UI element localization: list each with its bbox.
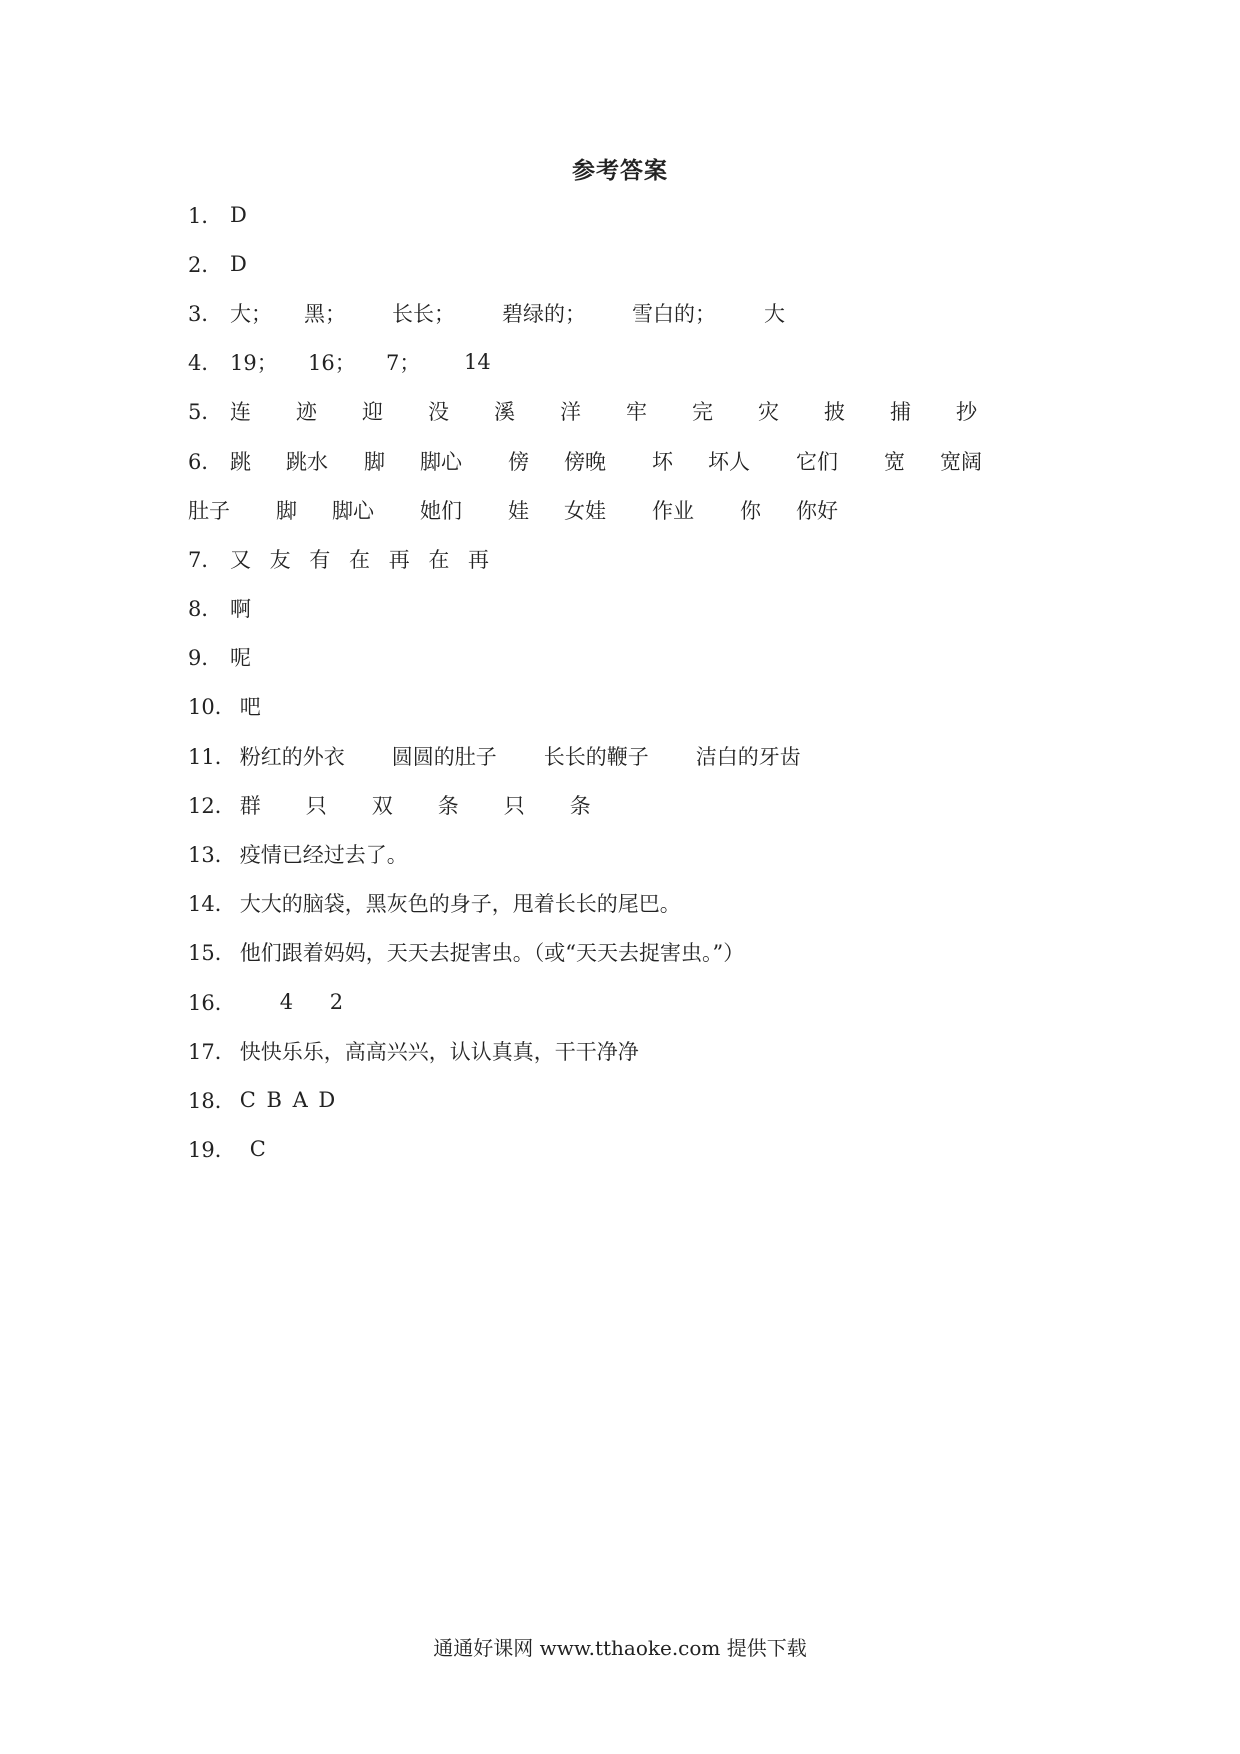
answer-item: 16； [308,351,356,376]
answer-12 [188,780,1088,829]
answer-item: 19； [230,351,278,376]
answer-number: 12． [188,793,236,818]
answer-2 [188,239,1088,288]
answer-item: 洋 [560,400,581,425]
answer-item: 圆圆的肚子 [391,744,497,769]
answer-item: 溪 [494,400,515,425]
answer-number: 2． [188,252,223,277]
answer-item: 迎 [362,400,383,425]
answer-item: 长长的鞭子 [543,744,649,769]
answer-item: 她们 [420,498,462,523]
answer-number: 18． [188,1088,236,1113]
answer-19 [188,1125,1088,1174]
answer-item: 完 [692,400,713,425]
answer-4 [188,338,1088,387]
answer-number: 9． [188,646,223,671]
answer-6 [188,436,1088,485]
answer-item: 群 [239,793,261,818]
answer-item: 大 [764,301,785,326]
answer-item: 捕 [890,400,911,425]
answer-text: 大大的脑袋，黑灰色的身子，甩着长长的尾巴。 [239,892,681,917]
answer-list [188,190,1088,1174]
footer-credit: 通通好课网 www.tthaoke.com 提供下载 [433,1636,807,1660]
answer-13 [188,829,1088,878]
answer-item: 你好 [796,498,838,523]
answer-item: 女娃 [564,498,606,523]
answer-9 [188,633,1088,682]
page-title: 参考答案 [572,157,668,184]
answer-item: 傍晚 [564,449,606,474]
answer-text: D [230,202,247,227]
answer-number: 7． [188,547,223,572]
answer-item: 作业 [652,498,694,523]
answer-number: 1． [188,203,223,228]
answer-item: 跳 [230,449,251,474]
answer-text: D [230,251,247,276]
answer-number: 14． [188,892,236,917]
answer-number: 6． [188,449,223,474]
answer-item: 牢 [626,400,647,425]
answer-5 [188,387,1088,436]
answer-number: 19． [188,1138,236,1163]
answer-item: 只 [503,793,525,818]
answer-number: 4． [188,351,223,376]
answer-text: 又 友 有 在 再 在 再 [230,547,496,572]
answer-item: 灾 [758,400,779,425]
answer-item: 长长； [392,301,455,326]
answer-number: 13． [188,843,236,868]
answer-item: 脚心 [332,498,374,523]
answer-item: 大； [230,301,272,326]
answer-number: 15． [188,941,236,966]
answer-text: 他们跟着妈妈，天天去捉害虫。（或“天天去捉害虫。”） [239,941,745,966]
answer-item: 脚 [364,449,385,474]
answer-item: 肚子 [188,498,230,523]
answer-number: 5． [188,400,223,425]
answer-item: 它们 [796,449,838,474]
answer-number: 11． [188,744,236,769]
answer-14 [188,879,1088,928]
answer-8 [188,584,1088,633]
answer-number: 16． [188,990,236,1015]
answer-item: 脚 [276,498,297,523]
answer-7 [188,534,1088,583]
answer-item: 连 [230,400,251,425]
answer-number: 10． [188,695,236,720]
answer-item: 7； [386,351,421,376]
answer-item: 双 [371,793,393,818]
answer-item: 坏 [652,449,673,474]
answer-text: 吧 [239,695,261,720]
answer-item: 宽阔 [940,449,982,474]
answer-text: 啊 [230,597,251,622]
answer-11 [188,731,1088,780]
answer-item: 没 [428,400,449,425]
answer-item: 脚心 [420,449,462,474]
answer-item: 洁白的牙齿 [695,744,801,769]
answer-17 [188,1026,1088,1075]
answer-text: 呢 [230,646,251,671]
answer-text: C B A D [239,1087,338,1112]
answer-item: 跳水 [286,449,328,474]
answer-1 [188,190,1088,239]
answer-item: 坏人 [708,449,750,474]
answer-number: 17． [188,1039,236,1064]
answer-item: 傍 [508,449,529,474]
answer-item: 抄 [956,400,977,425]
answer-number: 3． [188,301,223,326]
answer-item: 娃 [508,498,529,523]
answer-item: 雪白的； [632,301,716,326]
answer-item: 黑； [304,301,346,326]
answer-item: 碧绿的； [502,301,586,326]
answer-item: 你 [740,498,761,523]
answer-16 [188,977,1088,1026]
answer-item: 迹 [296,400,317,425]
answer-item: 条 [569,793,591,818]
answer-18 [188,1075,1088,1124]
answer-item: 宽 [884,449,905,474]
answer-number: 8． [188,597,223,622]
answer-6-continued [188,485,1088,534]
answer-item: 只 [305,793,327,818]
answer-item: 4 [279,989,294,1014]
answer-15 [188,928,1088,977]
answer-item: 条 [437,793,459,818]
answer-10 [188,682,1088,731]
answer-item: 粉红的外衣 [239,744,345,769]
answer-3 [188,288,1088,337]
answer-item: 14 [464,350,491,375]
answer-item: 2 [329,989,344,1014]
answer-text: 疫情已经过去了。 [239,843,408,868]
answer-text: 快快乐乐，高高兴兴，认认真真，干干净净 [239,1039,639,1064]
answer-text: C [249,1137,266,1162]
answer-item: 披 [824,400,845,425]
